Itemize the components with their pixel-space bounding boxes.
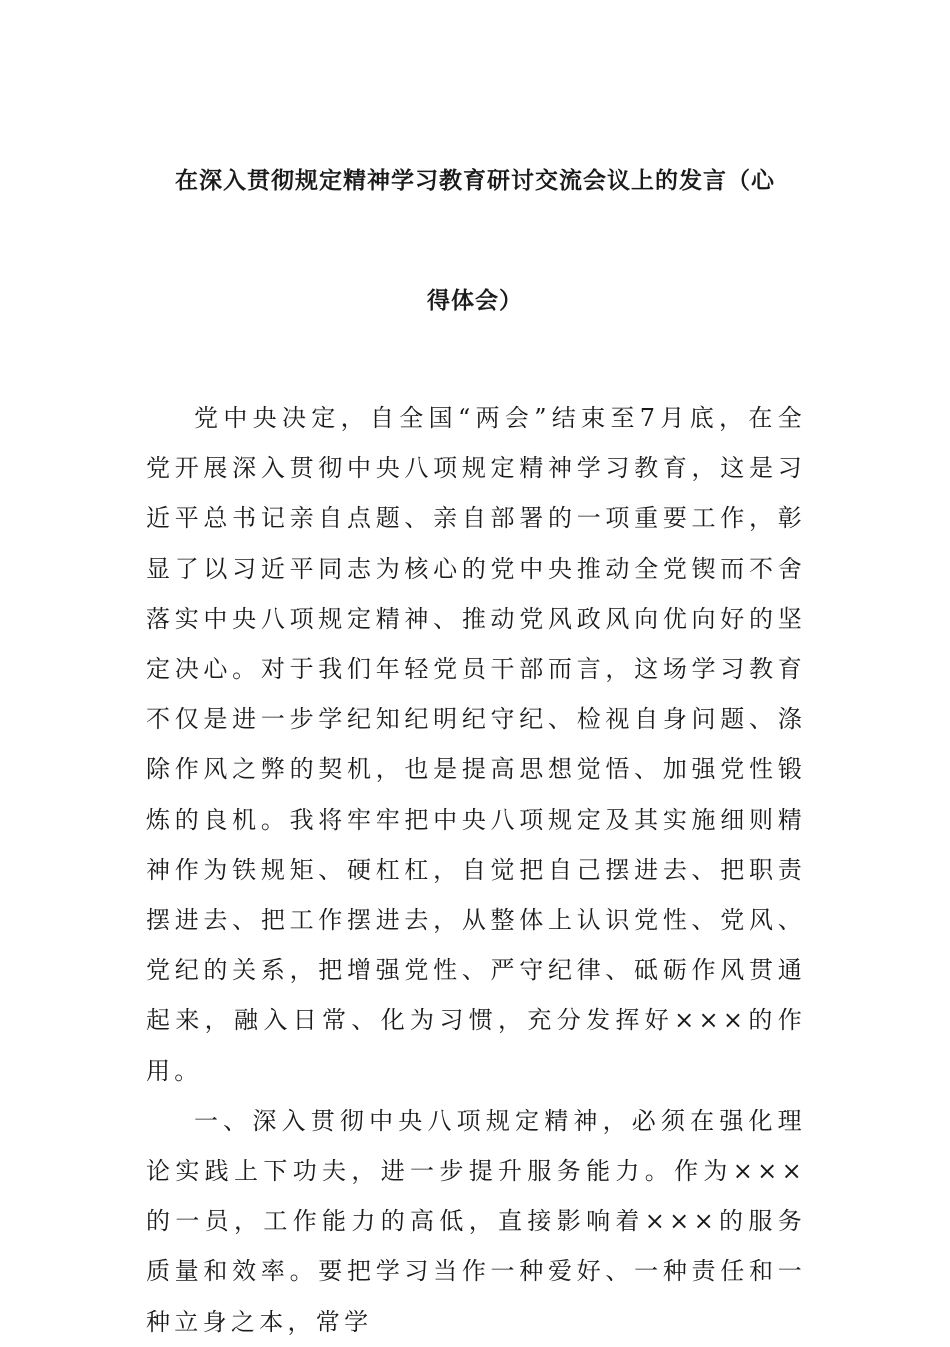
document-title-line-2: 得体会） [427, 288, 523, 314]
paragraph: 一、深入贯彻中央八项规定精神，必须在强化理论实践上下功夫，进一步提升服务能力。作为×××的一员，工作能力的高低，直接影响着×××的服务质量和效率。要把学习当作一种爱好、一种责任和一种立身之本，常学 [146, 1106, 806, 1336]
document-body [146, 393, 806, 1347]
paragraph: 党中央决定，自全国“两会”结束至7月底，在全党开展深入贯彻中央八项规定精神学习教育，这是习近平总书记亲自点题、亲自部署的一项重要工作，彰显了以习近平同志为核心的党中央推动全党锲而不舍落实中央八项规定精神、推动党风政风向优向好的坚定决心。对于我们年轻党员干部而言，这场学习教育不仅是进一步学纪知纪明纪守纪、检视自身问题、涤除作风之弊的契机，也是提高思想觉悟、加强党性锻炼的良机。我将牢牢把中央八项规定及其实施细则精神作为铁规矩、硬杠杠，自觉把自己摆进去、把职责摆进去、把工作摆进去，从整体上认识党性、党风、党纪的关系，把增强党性、严守纪律、砥砺作风贯通起来，融入日常、化为习惯，充分发挥好×××的作用。 [146, 404, 806, 1085]
document-title-line-1: 在深入贯彻规定精神学习教育研讨交流会议上的发言（心 [175, 168, 775, 194]
